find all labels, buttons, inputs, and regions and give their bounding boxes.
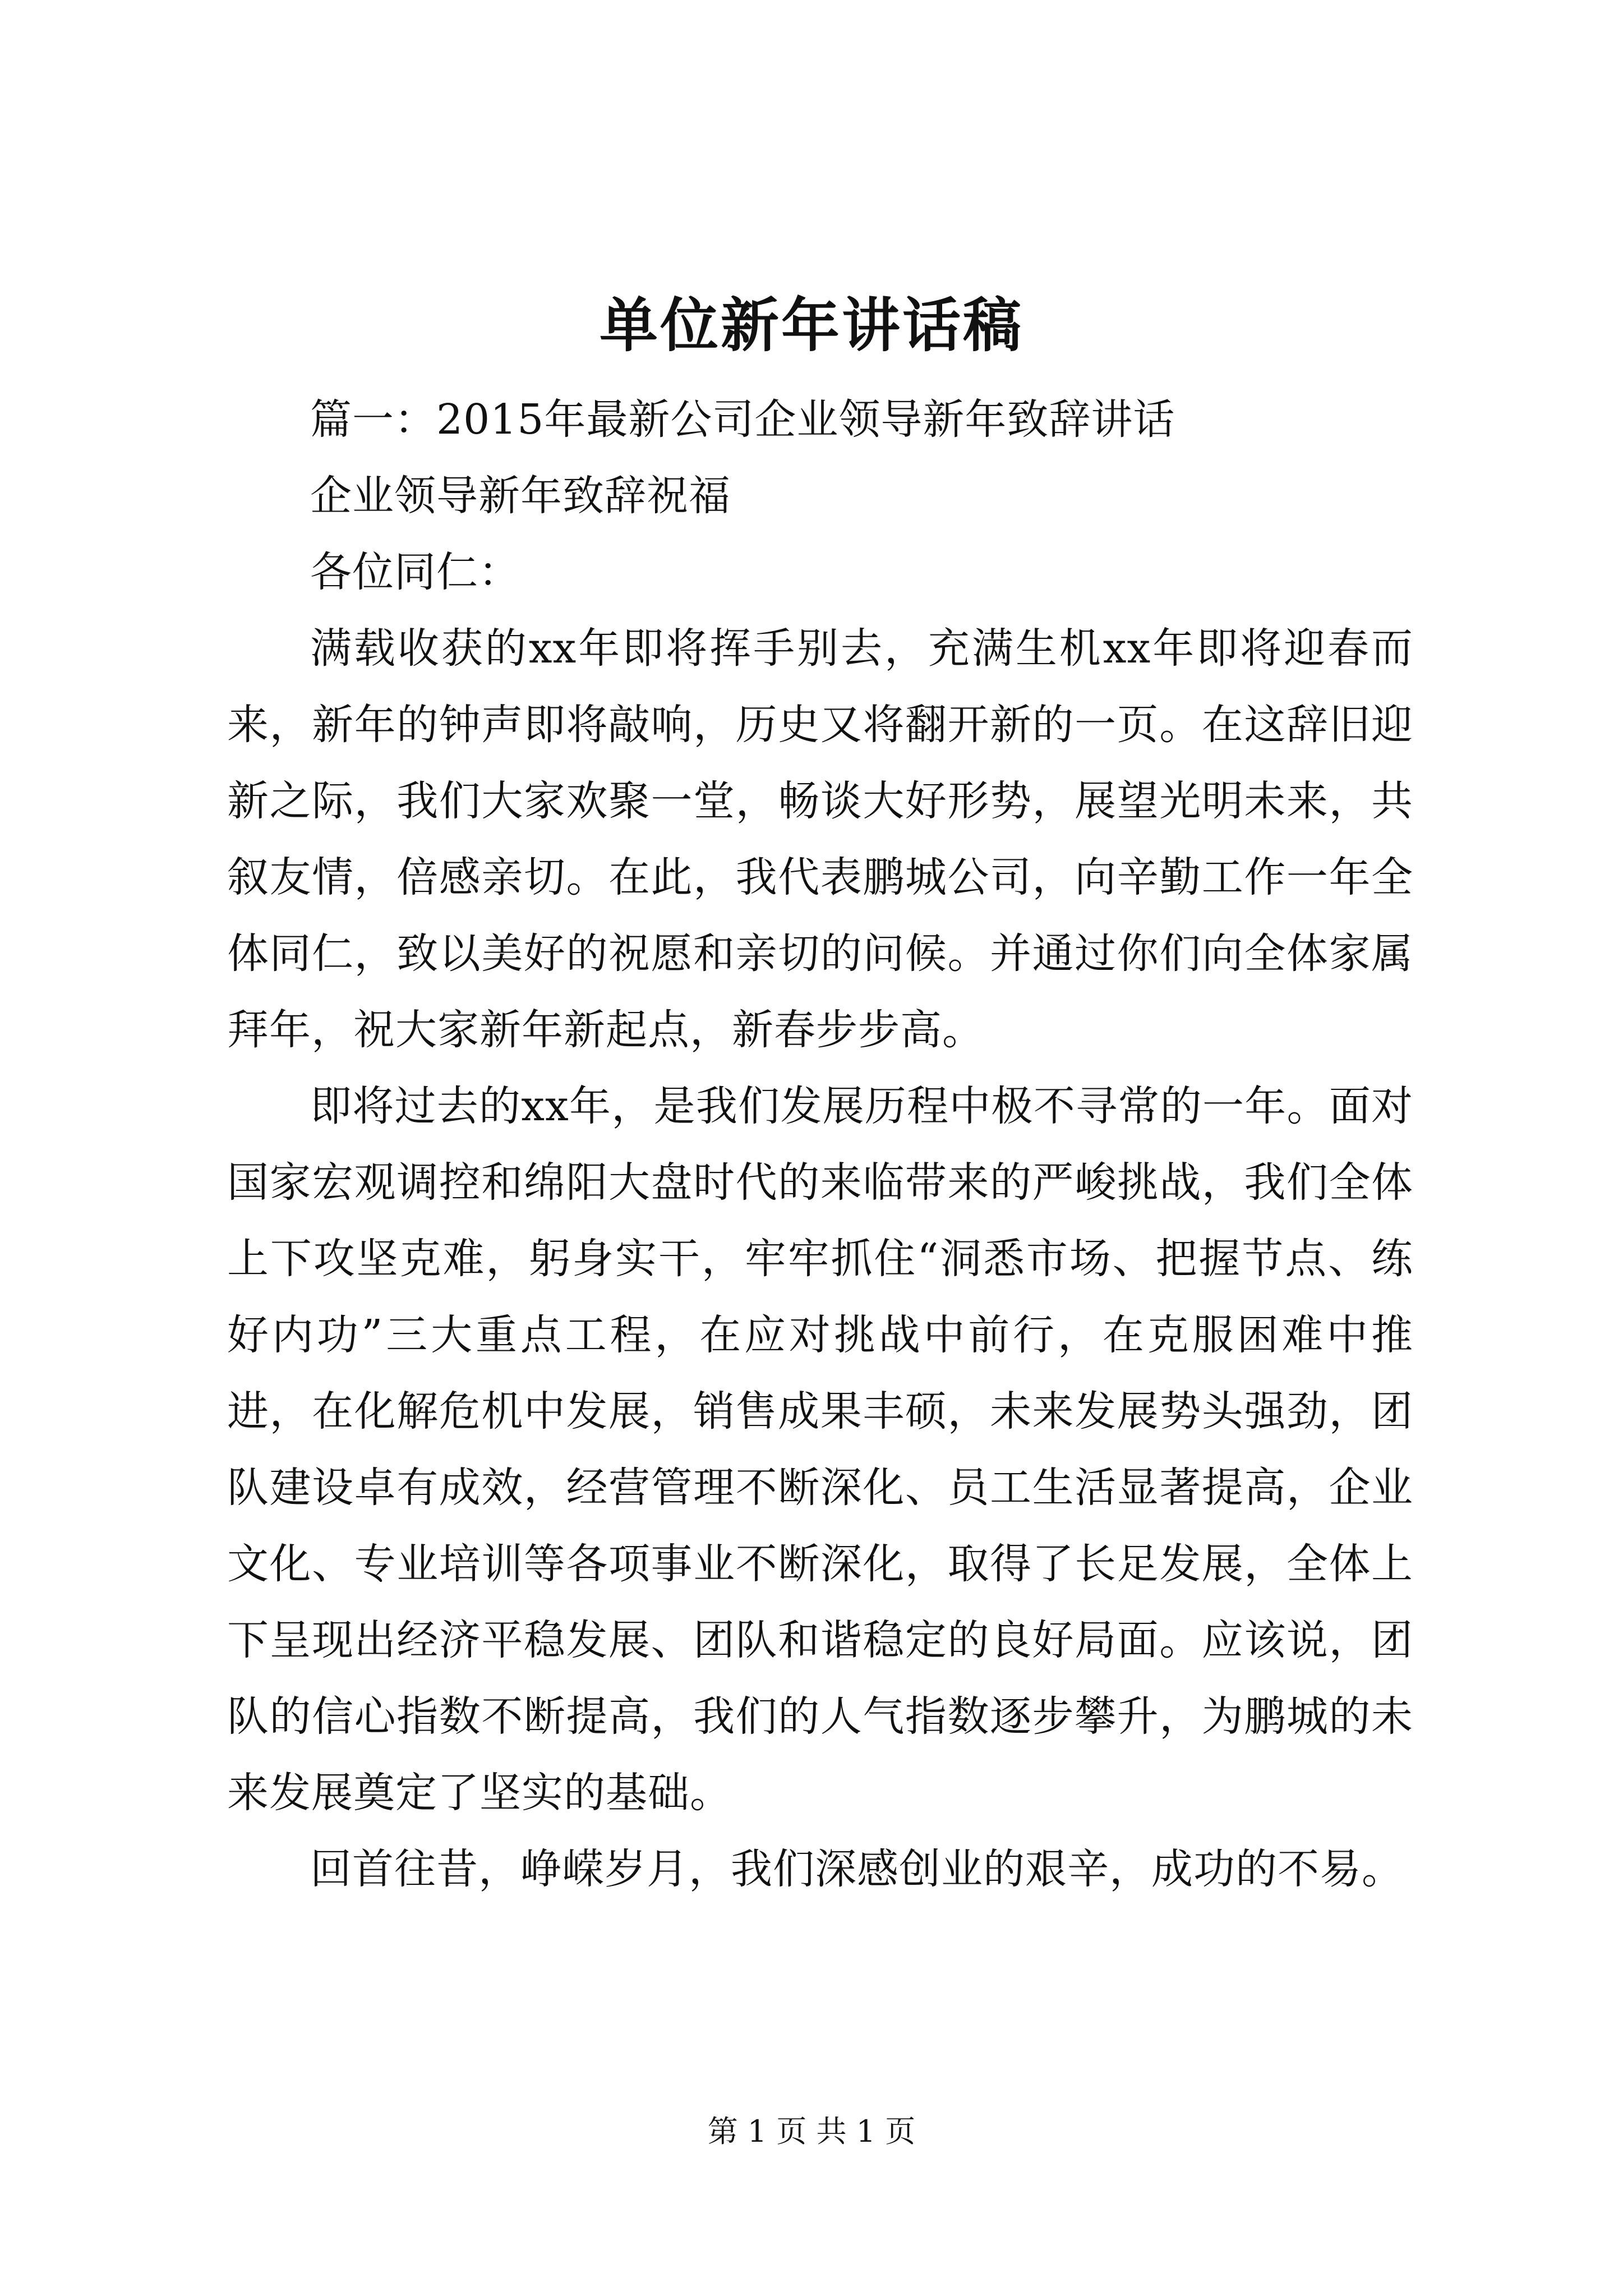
document-body — [227, 381, 1413, 1907]
body-paragraph: 即将过去的xx年，是我们发展历程中极不寻常的一年。面对国家宏观调控和绵阳大盘时代的来临带来的严峻挑战，我们全体上下攻坚克难，躬身实干，牢牢抓住“洞悉市场、把握节点、练好内功”三大重点工程，在应对挑战中前行，在克服困难中推进，在化解危机中发展，销售成果丰硕，未来发展势头强劲，团队建设卓有成效，经营管理不断深化、员工生活显著提高，企业文化、专业培训等各项事业不断深化，取得了长足发展，全体上下呈现出经济平稳发展、团队和谐稳定的良好局面。应该说，团队的信心指数不断提高，我们的人气指数逐步攀升，为鹏城的未来发展奠定了坚实的基础。 — [227, 1082, 1413, 1817]
page-footer: 第 1 页 共 1 页 — [707, 2114, 916, 2149]
body-paragraph: 回首往昔，峥嵘岁月，我们深感创业的艰辛，成功的不易。 — [310, 1845, 1404, 1893]
body-paragraph: 满载收获的xx年即将挥手别去，充满生机xx年即将迎春而来，新年的钟声即将敲响，历史又将翻开新的一页。在这辞旧迎新之际，我们大家欢聚一堂，畅谈大好形势，展望光明未来，共叙友情，倍感亲切。在此，我代表鹏城公司，向辛勤工作一年全体同仁，致以美好的祝愿和亲切的问候。并通过你们向全体家属拜年，祝大家新年新起点，新春步步高。 — [227, 624, 1413, 1054]
salutation: 各位同仁： — [310, 548, 520, 596]
subtitle-line: 企业领导新年致辞祝福 — [310, 472, 731, 520]
document-title: 单位新年讲话稿 — [599, 291, 1023, 360]
section-heading: 篇一：2015年最新公司企业领导新年致辞讲话 — [310, 395, 1175, 444]
